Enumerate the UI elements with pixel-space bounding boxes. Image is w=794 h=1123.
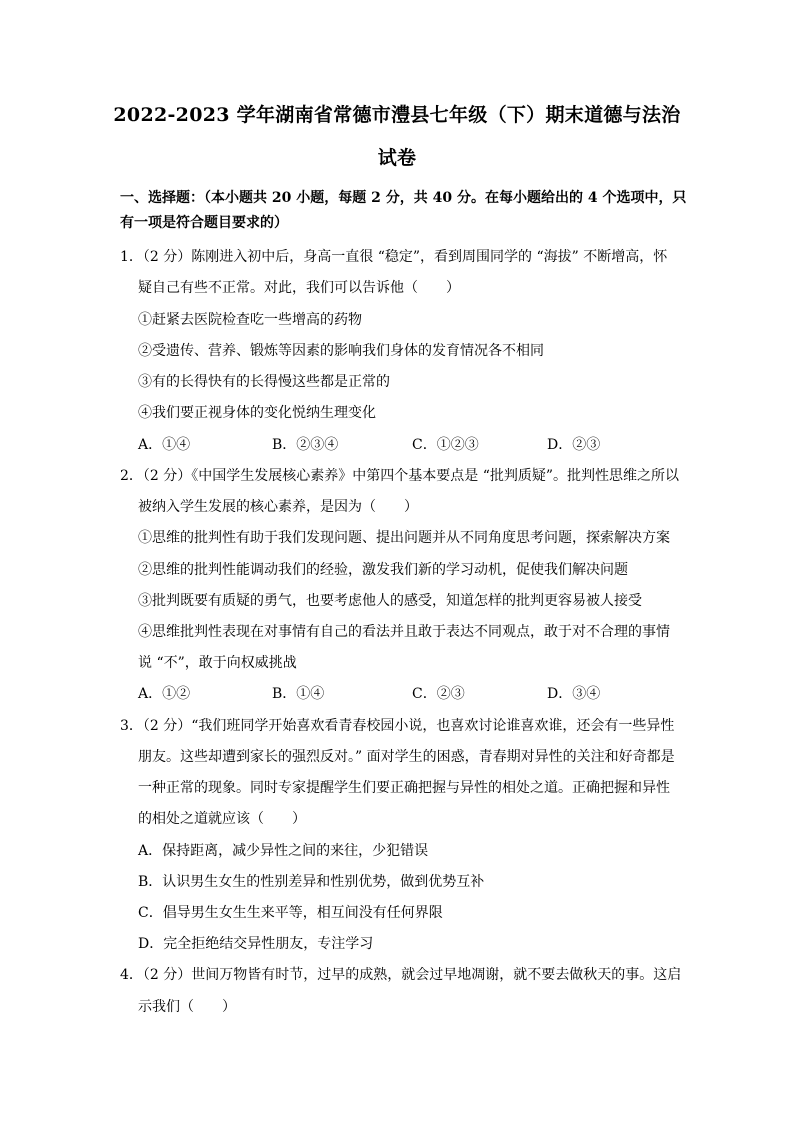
question-4-stem-line-2: 示我们（ ） [138, 999, 236, 1015]
question-3-choice-d[interactable]: D．完全拒绝结交异性朋友，专注学习 [138, 936, 374, 952]
question-3-choice-b[interactable]: B．认识男生女生的性别差异和性别优势，做到优势互补 [138, 874, 485, 890]
question-1-choice-a[interactable]: A．①④ [138, 437, 191, 453]
question-2-choice-d[interactable]: D．③④ [547, 686, 601, 702]
question-2-item-1: ①思维的批判性有助于我们发现问题、提出问题并从不同角度思考问题，探索解决方案 [138, 530, 670, 546]
question-2-item-2: ②思维的批判性能调动我们的经验，激发我们新的学习动机，促使我们解决问题 [138, 562, 628, 578]
question-2-item-3: ③批判既要有质疑的勇气，也要考虑他人的感受，知道怎样的批判更容易被人接受 [138, 593, 642, 609]
question-1-stem-line-1: 1．（2 分）陈刚进入初中后，身高一直很 “稳定”，看到周围同学的 “海拔” 不断增高，怀 [120, 249, 668, 265]
question-3-stem-line-2: 朋友。这些却遭到家长的强烈反对。” 面对学生的困惑，青春期对异性的关注和好奇都是 [138, 749, 675, 765]
question-2-item-4: ④思维批判性表现在对事情有自己的看法并且敢于表达不同观点，敢于对不合理的事情 [138, 624, 670, 640]
question-1-choice-c[interactable]: C．①②③ [412, 437, 479, 453]
question-3-choice-c[interactable]: C．倡导男生女生生来平等，相互间没有任何界限 [138, 905, 443, 921]
question-2-choice-c[interactable]: C．②③ [412, 686, 465, 702]
question-2-choice-a[interactable]: A．①② [138, 686, 191, 702]
exam-title-line-1: 2022-2023 学年湖南省常德市澧县七年级（下）期末道德与法治 [113, 104, 681, 126]
question-1-item-1: ①赶紧去医院检查吃一些增高的药物 [138, 312, 362, 328]
question-3-stem-line-1: 3．（2 分）“我们班同学开始喜欢看青春校园小说，也喜欢讨论谁喜欢谁，还会有一些异性 [120, 718, 675, 734]
question-1-stem-line-2: 疑自己有些不正常。对此，我们可以告诉他（ ） [138, 280, 460, 296]
question-4-stem-line-1: 4．（2 分）世间万物皆有时节，过早的成熟，就会过早地凋谢，就不要去做秋天的事。这启 [120, 967, 682, 983]
question-2-choice-b[interactable]: B．①④ [272, 686, 325, 702]
question-2-stem-line-1: 2．（2 分）《中国学生发展核心素养》中第四个基本要点是 “批判质疑”。批判性思维之所以 [120, 468, 680, 484]
question-1-item-4: ④我们要正视身体的变化悦纳生理变化 [138, 405, 376, 421]
exam-title-line-2: 试卷 [377, 147, 417, 169]
question-3-stem-line-3: 一种正常的现象。同时专家提醒学生们要正确把握与异性的相处之道。正确把握和异性 [138, 780, 670, 796]
question-1-choice-b[interactable]: B．②③④ [272, 437, 339, 453]
question-3-choice-a[interactable]: A．保持距离，减少异性之间的来往，少犯错误 [138, 843, 429, 859]
question-2-item-4-continued: 说 “不”，敢于向权威挑战 [138, 655, 297, 671]
question-1-item-2: ②受遗传、营养、锻炼等因素的影响我们身体的发育情况各不相同 [138, 343, 544, 359]
question-1-item-3: ③有的长得快有的长得慢这些都是正常的 [138, 374, 390, 390]
question-3-stem-line-4: 的相处之道就应该（ ） [138, 811, 306, 827]
section-heading-line-2: 有一项是符合题目要求的） [120, 215, 288, 231]
question-2-stem-line-2: 被纳入学生发展的核心素养，是因为（ ） [138, 499, 418, 515]
section-heading-line-1: 一、选择题：（本小题共 20 小题，每题 2 分，共 40 分。在每小题给出的 4 个选项中，只 [120, 190, 687, 206]
question-1-choice-d[interactable]: D．②③ [547, 437, 601, 453]
